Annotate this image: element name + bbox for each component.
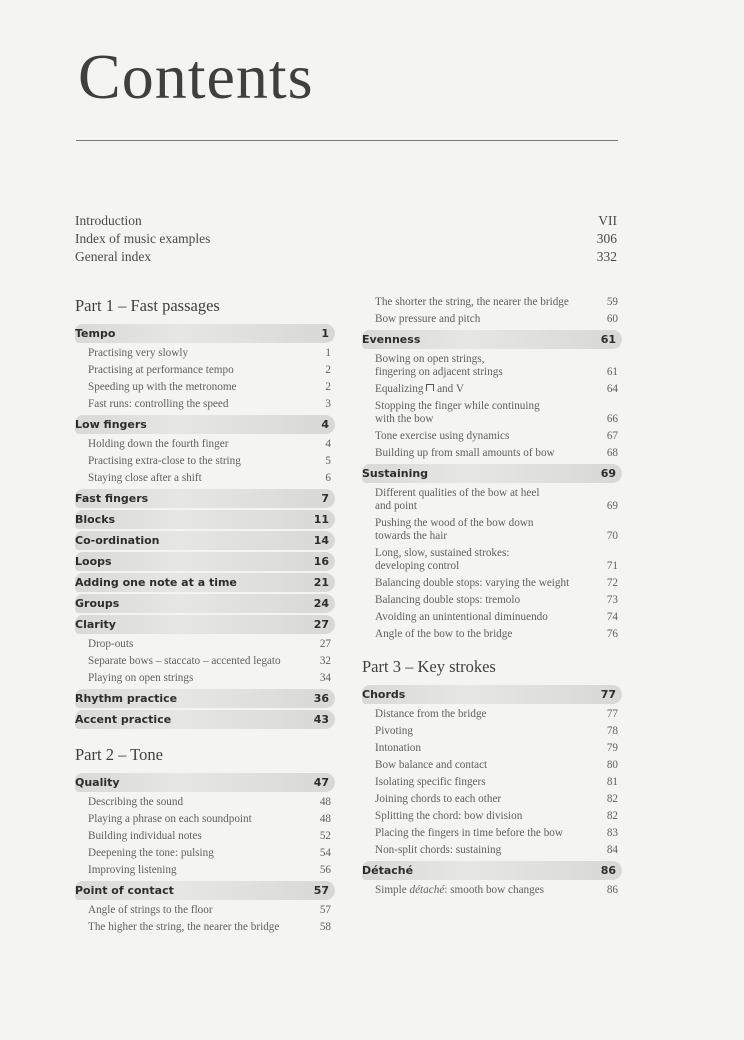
section-heading[interactable] [362, 330, 622, 349]
toc-entry[interactable] [362, 884, 622, 897]
toc-entry[interactable] [75, 813, 335, 826]
section-name: Sustaining [362, 467, 429, 480]
entry-page: 84 [606, 844, 618, 856]
section-heading[interactable] [75, 324, 335, 343]
entry-page: 83 [606, 827, 618, 839]
toc-entry[interactable] [362, 611, 622, 624]
section-heading[interactable] [75, 415, 335, 434]
title-rule [76, 140, 618, 141]
entry-page: 27 [319, 638, 331, 650]
entry-page: VII [598, 213, 617, 228]
section-page: 86 [600, 864, 616, 877]
up-bow-icon: V [455, 383, 464, 395]
entry-page: 58 [319, 921, 331, 933]
entry-label: Intonation [375, 742, 421, 754]
section-page: 57 [313, 884, 329, 897]
entry-page: 81 [606, 776, 618, 788]
entry-page: 306 [596, 231, 617, 246]
toc-entry[interactable] [362, 400, 622, 426]
front-matter-entry[interactable] [75, 212, 617, 230]
entry-label [375, 884, 544, 897]
entry-page: 6 [325, 472, 331, 484]
section-name: Low fingers [75, 418, 147, 431]
section-heading[interactable] [75, 552, 335, 571]
section-page: 21 [313, 576, 329, 589]
entry-page: 1 [325, 347, 331, 359]
section-heading[interactable] [75, 594, 335, 613]
toc-entry[interactable] [75, 672, 335, 685]
entry-label: Bowing on open strings, fingering on adjacent strings [375, 353, 503, 378]
front-matter-entry[interactable] [75, 230, 617, 248]
entry-label: Angle of strings to the floor [88, 904, 213, 916]
entry-label: Deepening the tone: pulsing [88, 847, 214, 859]
section-name: Evenness [362, 333, 421, 346]
entry-label: Drop-outs [88, 638, 134, 650]
entry-page: 332 [596, 249, 617, 264]
entry-label: Index of music examples [75, 231, 211, 246]
section-page: 61 [600, 333, 616, 346]
toc-entry[interactable] [362, 708, 622, 721]
entry-label: Avoiding an unintentional diminuendo [375, 611, 548, 623]
section-heading[interactable] [75, 573, 335, 592]
entry-label: Building individual notes [88, 830, 202, 842]
part-title: Part 1 – Fast passages [75, 296, 220, 315]
entry-page: 86 [606, 884, 618, 896]
toc-entry[interactable] [362, 725, 622, 738]
section-name: Clarity [75, 618, 116, 631]
section-name: Accent practice [75, 713, 172, 726]
entry-label: Separate bows – staccato – accented legato [88, 655, 281, 667]
entry-label: Staying close after a shift [88, 472, 202, 484]
entry-page: 2 [325, 381, 331, 393]
entry-page: 70 [606, 530, 618, 542]
entry-label: Pushing the wood of the bow down towards the hair [375, 517, 534, 542]
toc-entry[interactable] [362, 313, 622, 326]
page-title: Contents [78, 41, 314, 112]
section-page: 69 [600, 467, 616, 480]
entry-label: Playing on open strings [88, 672, 194, 684]
section-heading[interactable] [362, 685, 622, 704]
toc-entry[interactable] [362, 776, 622, 789]
toc-entry[interactable] [362, 430, 622, 443]
entry-label: Tone exercise using dynamics [375, 430, 510, 442]
entry-label-text: Equalizing [375, 383, 424, 395]
section-name: Tempo [75, 327, 116, 340]
toc-entry[interactable] [362, 793, 622, 806]
toc-entry[interactable] [75, 381, 335, 394]
entry-label: Improving listening [88, 864, 177, 876]
section-name: Blocks [75, 513, 116, 526]
entry-page: 56 [319, 864, 331, 876]
section-heading[interactable] [75, 531, 335, 550]
entry-label-text: Simple [375, 884, 407, 896]
section-name: Quality [75, 776, 120, 789]
down-bow-icon [426, 384, 434, 391]
section-name: Groups [75, 597, 120, 610]
entry-page: 82 [606, 793, 618, 805]
toc-entry[interactable] [362, 628, 622, 641]
toc-entry[interactable] [75, 830, 335, 843]
entry-page: 77 [606, 708, 618, 720]
toc-entry[interactable] [362, 827, 622, 840]
entry-page: 4 [325, 438, 331, 450]
section-name: Co-ordination [75, 534, 160, 547]
entry-label: Long, slow, sustained strokes: developing control [375, 547, 510, 572]
toc-entry[interactable] [362, 742, 622, 755]
section-heading[interactable] [75, 773, 335, 792]
section-heading[interactable] [75, 489, 335, 508]
section-name: Chords [362, 688, 406, 701]
section-name: Loops [75, 555, 112, 568]
section-page: 14 [313, 534, 329, 547]
section-page: 16 [313, 555, 329, 568]
entry-label: Describing the sound [88, 796, 184, 808]
entry-label: Practising at performance tempo [88, 364, 234, 376]
toc-entry[interactable] [75, 921, 335, 934]
section-heading[interactable] [362, 464, 622, 483]
toc-entry[interactable] [75, 472, 335, 485]
toc-entry[interactable] [75, 398, 335, 411]
section-heading[interactable] [75, 510, 335, 529]
toc-entry[interactable] [75, 864, 335, 877]
entry-page: 72 [606, 577, 618, 589]
entry-label: Pivoting [375, 725, 413, 737]
section-heading[interactable] [362, 861, 622, 880]
toc-entry[interactable] [75, 847, 335, 860]
entry-label-italic: détaché [409, 884, 445, 896]
section-page: 77 [600, 688, 616, 701]
part-title: Part 3 – Key strokes [362, 657, 496, 676]
entry-label: Bow balance and contact [375, 759, 488, 771]
entry-page: 76 [606, 628, 618, 640]
toc-entry[interactable] [75, 904, 335, 917]
entry-page: 32 [319, 655, 331, 667]
section-name: Adding one note at a time [75, 576, 237, 589]
toc-entry[interactable] [75, 655, 335, 668]
toc-entry[interactable] [75, 638, 335, 651]
section-page: 36 [313, 692, 329, 705]
entry-label-rest: : smooth bow changes [444, 884, 545, 896]
toc-entry[interactable] [362, 517, 622, 543]
entry-page: 80 [606, 759, 618, 771]
entry-label: Splitting the chord: bow division [375, 810, 523, 822]
entry-label [375, 383, 464, 396]
toc-entry[interactable] [362, 759, 622, 772]
section-name: Fast fingers [75, 492, 149, 505]
section-heading[interactable] [75, 710, 335, 729]
entry-label: Holding down the fourth finger [88, 438, 229, 450]
section-page: 7 [321, 492, 329, 505]
entry-page: 73 [606, 594, 618, 606]
toc-entry[interactable] [75, 438, 335, 451]
section-name: Rhythm practice [75, 692, 178, 705]
entry-page: 34 [319, 672, 331, 684]
section-heading[interactable] [75, 881, 335, 900]
section-page: 27 [313, 618, 329, 631]
entry-page: 54 [319, 847, 331, 859]
toc-entry[interactable] [362, 844, 622, 857]
entry-label: Practising very slowly [88, 347, 189, 359]
toc-entry[interactable] [362, 447, 622, 460]
contents-left-column [75, 292, 335, 938]
entry-page: 61 [606, 366, 618, 378]
entry-page: 67 [606, 430, 618, 442]
section-name: Détaché [362, 864, 414, 877]
entry-page: 82 [606, 810, 618, 822]
entry-page: 79 [606, 742, 618, 754]
entry-label: Isolating specific fingers [375, 776, 486, 788]
entry-page: 78 [606, 725, 618, 737]
toc-entry[interactable] [362, 487, 622, 513]
section-page: 43 [313, 713, 329, 726]
toc-entry[interactable] [362, 353, 622, 379]
entry-label: Practising extra-close to the string [88, 455, 241, 467]
entry-page: 48 [319, 813, 331, 825]
section-heading[interactable] [75, 615, 335, 634]
toc-entry[interactable] [362, 577, 622, 590]
section-page: 47 [313, 776, 329, 789]
entry-label: Bow pressure and pitch [375, 313, 481, 325]
toc-entry[interactable] [362, 383, 622, 396]
toc-entry[interactable] [362, 547, 622, 573]
entry-page: 57 [319, 904, 331, 916]
toc-entry[interactable] [362, 296, 622, 309]
section-name: Point of contact [75, 884, 174, 897]
entry-label: Balancing double stops: varying the weight [375, 577, 570, 589]
toc-entry[interactable] [75, 796, 335, 809]
entry-label: Distance from the bridge [375, 708, 487, 720]
entry-label: Playing a phrase on each soundpoint [88, 813, 252, 825]
entry-label: Building up from small amounts of bow [375, 447, 555, 459]
entry-page: 59 [606, 296, 618, 308]
entry-label: The higher the string, the nearer the bridge [88, 921, 280, 933]
entry-page: 64 [606, 383, 618, 395]
entry-page: 68 [606, 447, 618, 459]
section-heading[interactable] [75, 689, 335, 708]
front-matter-entry[interactable] [75, 248, 617, 266]
toc-entry[interactable] [75, 347, 335, 360]
entry-page: 48 [319, 796, 331, 808]
entry-label: Stopping the finger while continuing with the bow [375, 400, 540, 425]
entry-label: Balancing double stops: tremolo [375, 594, 521, 606]
toc-entry[interactable] [362, 810, 622, 823]
entry-label: Introduction [75, 213, 142, 228]
entry-page: 66 [606, 413, 618, 425]
entry-label: General index [75, 249, 152, 264]
toc-entry[interactable] [362, 594, 622, 607]
section-page: 1 [321, 327, 329, 340]
section-page: 4 [321, 418, 329, 431]
entry-page: 2 [325, 364, 331, 376]
entry-page: 69 [606, 500, 618, 512]
entry-page: 5 [325, 455, 331, 467]
section-page: 11 [313, 513, 329, 526]
entry-label: Different qualities of the bow at heel and point [375, 487, 540, 512]
entry-label: Non-split chords: sustaining [375, 844, 502, 856]
entry-page: 71 [606, 560, 618, 572]
contents-right-column [362, 292, 622, 901]
toc-entry[interactable] [75, 455, 335, 468]
entry-page: 60 [606, 313, 618, 325]
entry-page: 3 [325, 398, 331, 410]
entry-label: Placing the fingers in time before the bow [375, 827, 563, 839]
toc-entry[interactable] [75, 364, 335, 377]
entry-label: Speeding up with the metronome [88, 381, 237, 393]
section-page: 24 [313, 597, 329, 610]
entry-label: Fast runs: controlling the speed [88, 398, 229, 410]
entry-page: 74 [606, 611, 618, 623]
front-matter-list [75, 212, 617, 266]
part-title: Part 2 – Tone [75, 745, 163, 764]
entry-label-suffix: and [437, 383, 454, 395]
entry-label: Angle of the bow to the bridge [375, 628, 513, 640]
entry-label: Joining chords to each other [375, 793, 502, 805]
entry-page: 52 [319, 830, 331, 842]
entry-label: The shorter the string, the nearer the bridge [375, 296, 569, 308]
